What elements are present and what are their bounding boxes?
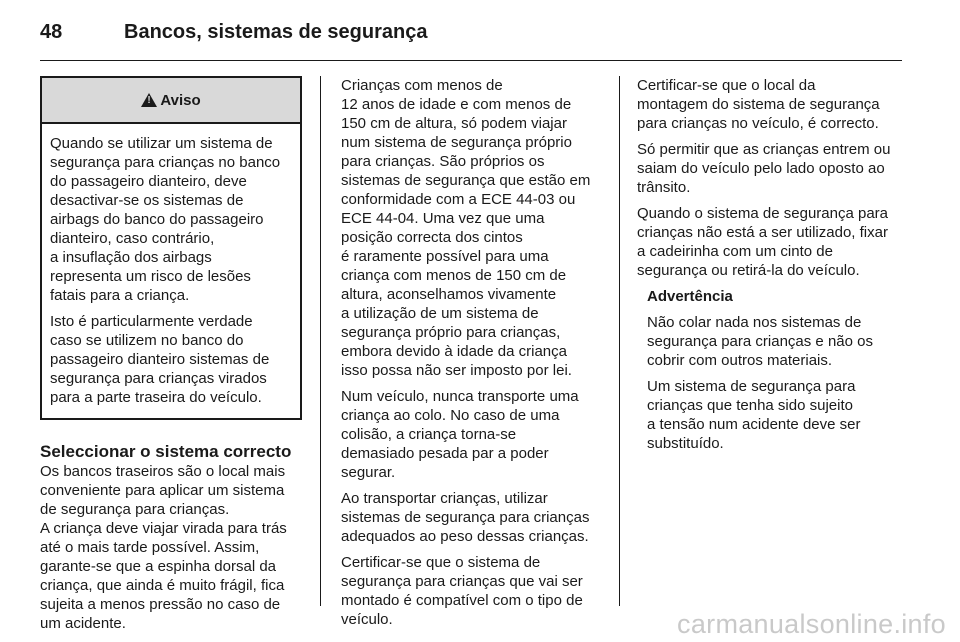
column-divider xyxy=(320,76,321,606)
page-title: Bancos, sistemas de segurança xyxy=(124,20,428,43)
page-header xyxy=(40,14,427,50)
column-2 xyxy=(341,76,603,636)
page-number: 48 xyxy=(40,20,63,43)
section-heading: Seleccionar o sistema correcto xyxy=(40,442,292,461)
warning-body xyxy=(42,124,300,418)
warning-header xyxy=(42,78,300,124)
warning-box xyxy=(40,76,302,420)
paragraph: Só permitir que as crianças entrem ou saiam do veículo pelo lado oposto ao trânsito. xyxy=(637,141,891,196)
paragraph: Certificar-se que o local da montagem do sistema de segurança para crianças no veículo, é correcto. xyxy=(637,77,880,132)
paragraph: Crianças com menos de 12 anos de idade e com menos de 150 cm de altura, só podem viajar num sistema de segurança próprio para crianças. São próprios os sistemas de segurança que estão em conformidade com a ECE 44-03 ou ECE 44-04. Uma vez que uma posição correcta dos cintos é raramente possível para uma criança com menos de 150 cm de altura, aconselhamos vivamente a utilização de um sistema de segurança próprio para crianças, embora devido à idade da criança isso possa não ser imposto por lei. xyxy=(341,77,591,379)
paragraph: Certificar-se que o sistema de segurança para crianças que vai ser montado é compatível com o tipo de veículo. xyxy=(341,554,583,628)
watermark: carmanualsonline.info xyxy=(677,609,946,639)
column-divider xyxy=(619,76,620,606)
note-paragraph: Não colar nada nos sistemas de segurança para crianças e não os cobrir com outros materiais. xyxy=(647,314,873,369)
paragraph: Ao transportar crianças, utilizar sistemas de segurança para crianças adequados ao peso dessas crianças. xyxy=(341,490,590,545)
paragraph: Num veículo, nunca transporte uma criança ao colo. No caso de uma colisão, a criança torna-se demasiado pesada par a poder segurar. xyxy=(341,388,579,481)
note-paragraph: Um sistema de segurança para crianças que tenha sido sujeito a tensão num acidente deve ser substituído. xyxy=(647,378,861,452)
column-1 xyxy=(40,76,302,640)
note-title: Advertência xyxy=(647,288,733,305)
header-rule xyxy=(40,60,902,61)
paragraph: Quando o sistema de segurança para crianças não está a ser utilizado, fixar a cadeirinha com um cinto de segurança ou retirá-la do veículo. xyxy=(637,205,888,279)
warning-triangle-icon xyxy=(141,93,157,107)
warning-paragraph: Isto é particularmente verdade caso se utilizem no banco do passageiro dianteiro sistemas de segurança para crianças virados para a parte traseira do veículo. xyxy=(50,313,270,406)
advertencia-note xyxy=(637,287,903,453)
warning-paragraph: Quando se utilizar um sistema de segurança para crianças no banco do passageiro dianteiro, deve desactivar-se os sistemas de airbags do banco do passageiro dianteiro, caso contrário, a insuflação dos airbags representa um risco de lesões fatais para a criança. xyxy=(50,135,281,304)
column-3 xyxy=(637,76,903,460)
warning-title: Aviso xyxy=(160,91,201,109)
section-paragraph: Os bancos traseiros são o local mais conveniente para aplicar um sistema de segurança para crianças. A criança deve viajar virada para trás até o mais tarde possível. Assim, garante-se que a espinha dorsal da criança, que ainda é muito frágil, fica sujeita a menos pressão no caso de um acidente. xyxy=(40,463,287,632)
